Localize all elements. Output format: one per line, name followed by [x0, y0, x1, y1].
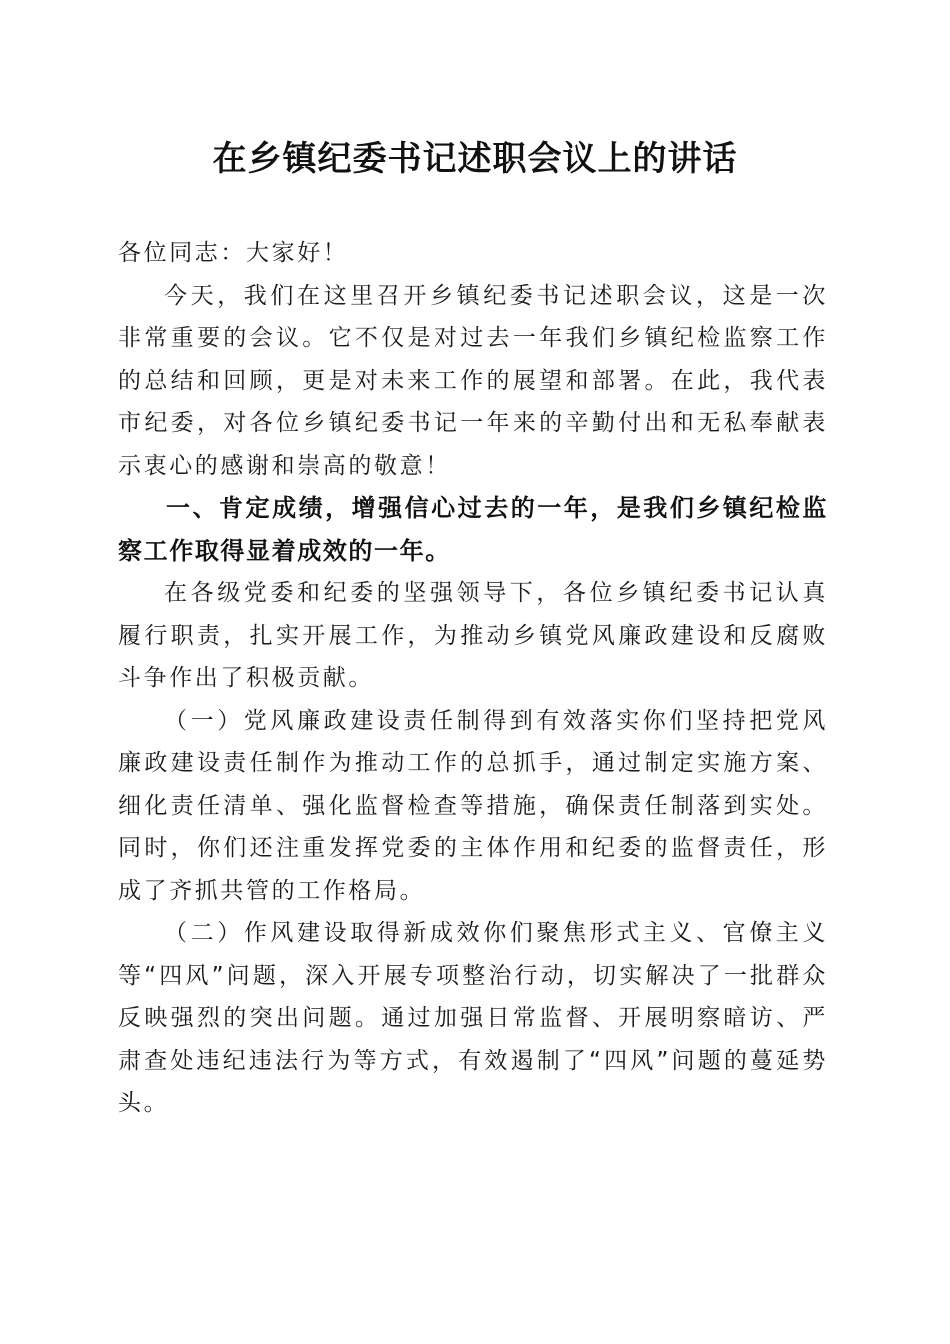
- opening-paragraph: 今天，我们在这里召开乡镇纪委书记述职会议，这是一次非常重要的会议。它不仅是对过去一年我们乡镇纪检监察工作的总结和回顾，更是对未来工作的展望和部署。在此，我代表市纪委，对各位乡镇纪委书记一年来的辛勤付出和无私奉献表示衷心的感谢和崇高的敬意！: [118, 282, 828, 479]
- paragraph-leadership: 在各级党委和纪委的坚强领导下，各位乡镇纪委书记认真履行职责，扎实开展工作，为推动乡镇党风廉政建设和反腐败斗争作出了积极贡献。: [118, 580, 828, 691]
- paragraph-responsibility-system: （一）党风廉政建设责任制得到有效落实你们坚持把党风廉政建设责任制作为推动工作的总抓手，通过制定实施方案、细化责任清单、强化监督检查等措施，确保责任制落到实处。同时，你们还注重发挥党委的主体作用和纪委的监督责任，形成了齐抓共管的工作格局。: [118, 707, 828, 904]
- document-body: [118, 232, 828, 1125]
- paragraph-work-style: （二）作风建设取得新成效你们聚焦形式主义、官僚主义等“四风”问题，深入开展专项整治行动，切实解决了一批群众反映强烈的突出问题。通过加强日常监督、开展明察暗访、严肃查处违纪违法行为等方式，有效遏制了“四风”问题的蔓延势头。: [118, 920, 828, 1116]
- greeting: 各位同志：大家好！: [118, 240, 349, 266]
- section-heading-1: 一、肯定成绩，增强信心过去的一年，是我们乡镇纪检监察工作取得显着成效的一年。: [118, 494, 828, 565]
- document-title: 在乡镇纪委书记述职会议上的讲话: [212, 139, 738, 179]
